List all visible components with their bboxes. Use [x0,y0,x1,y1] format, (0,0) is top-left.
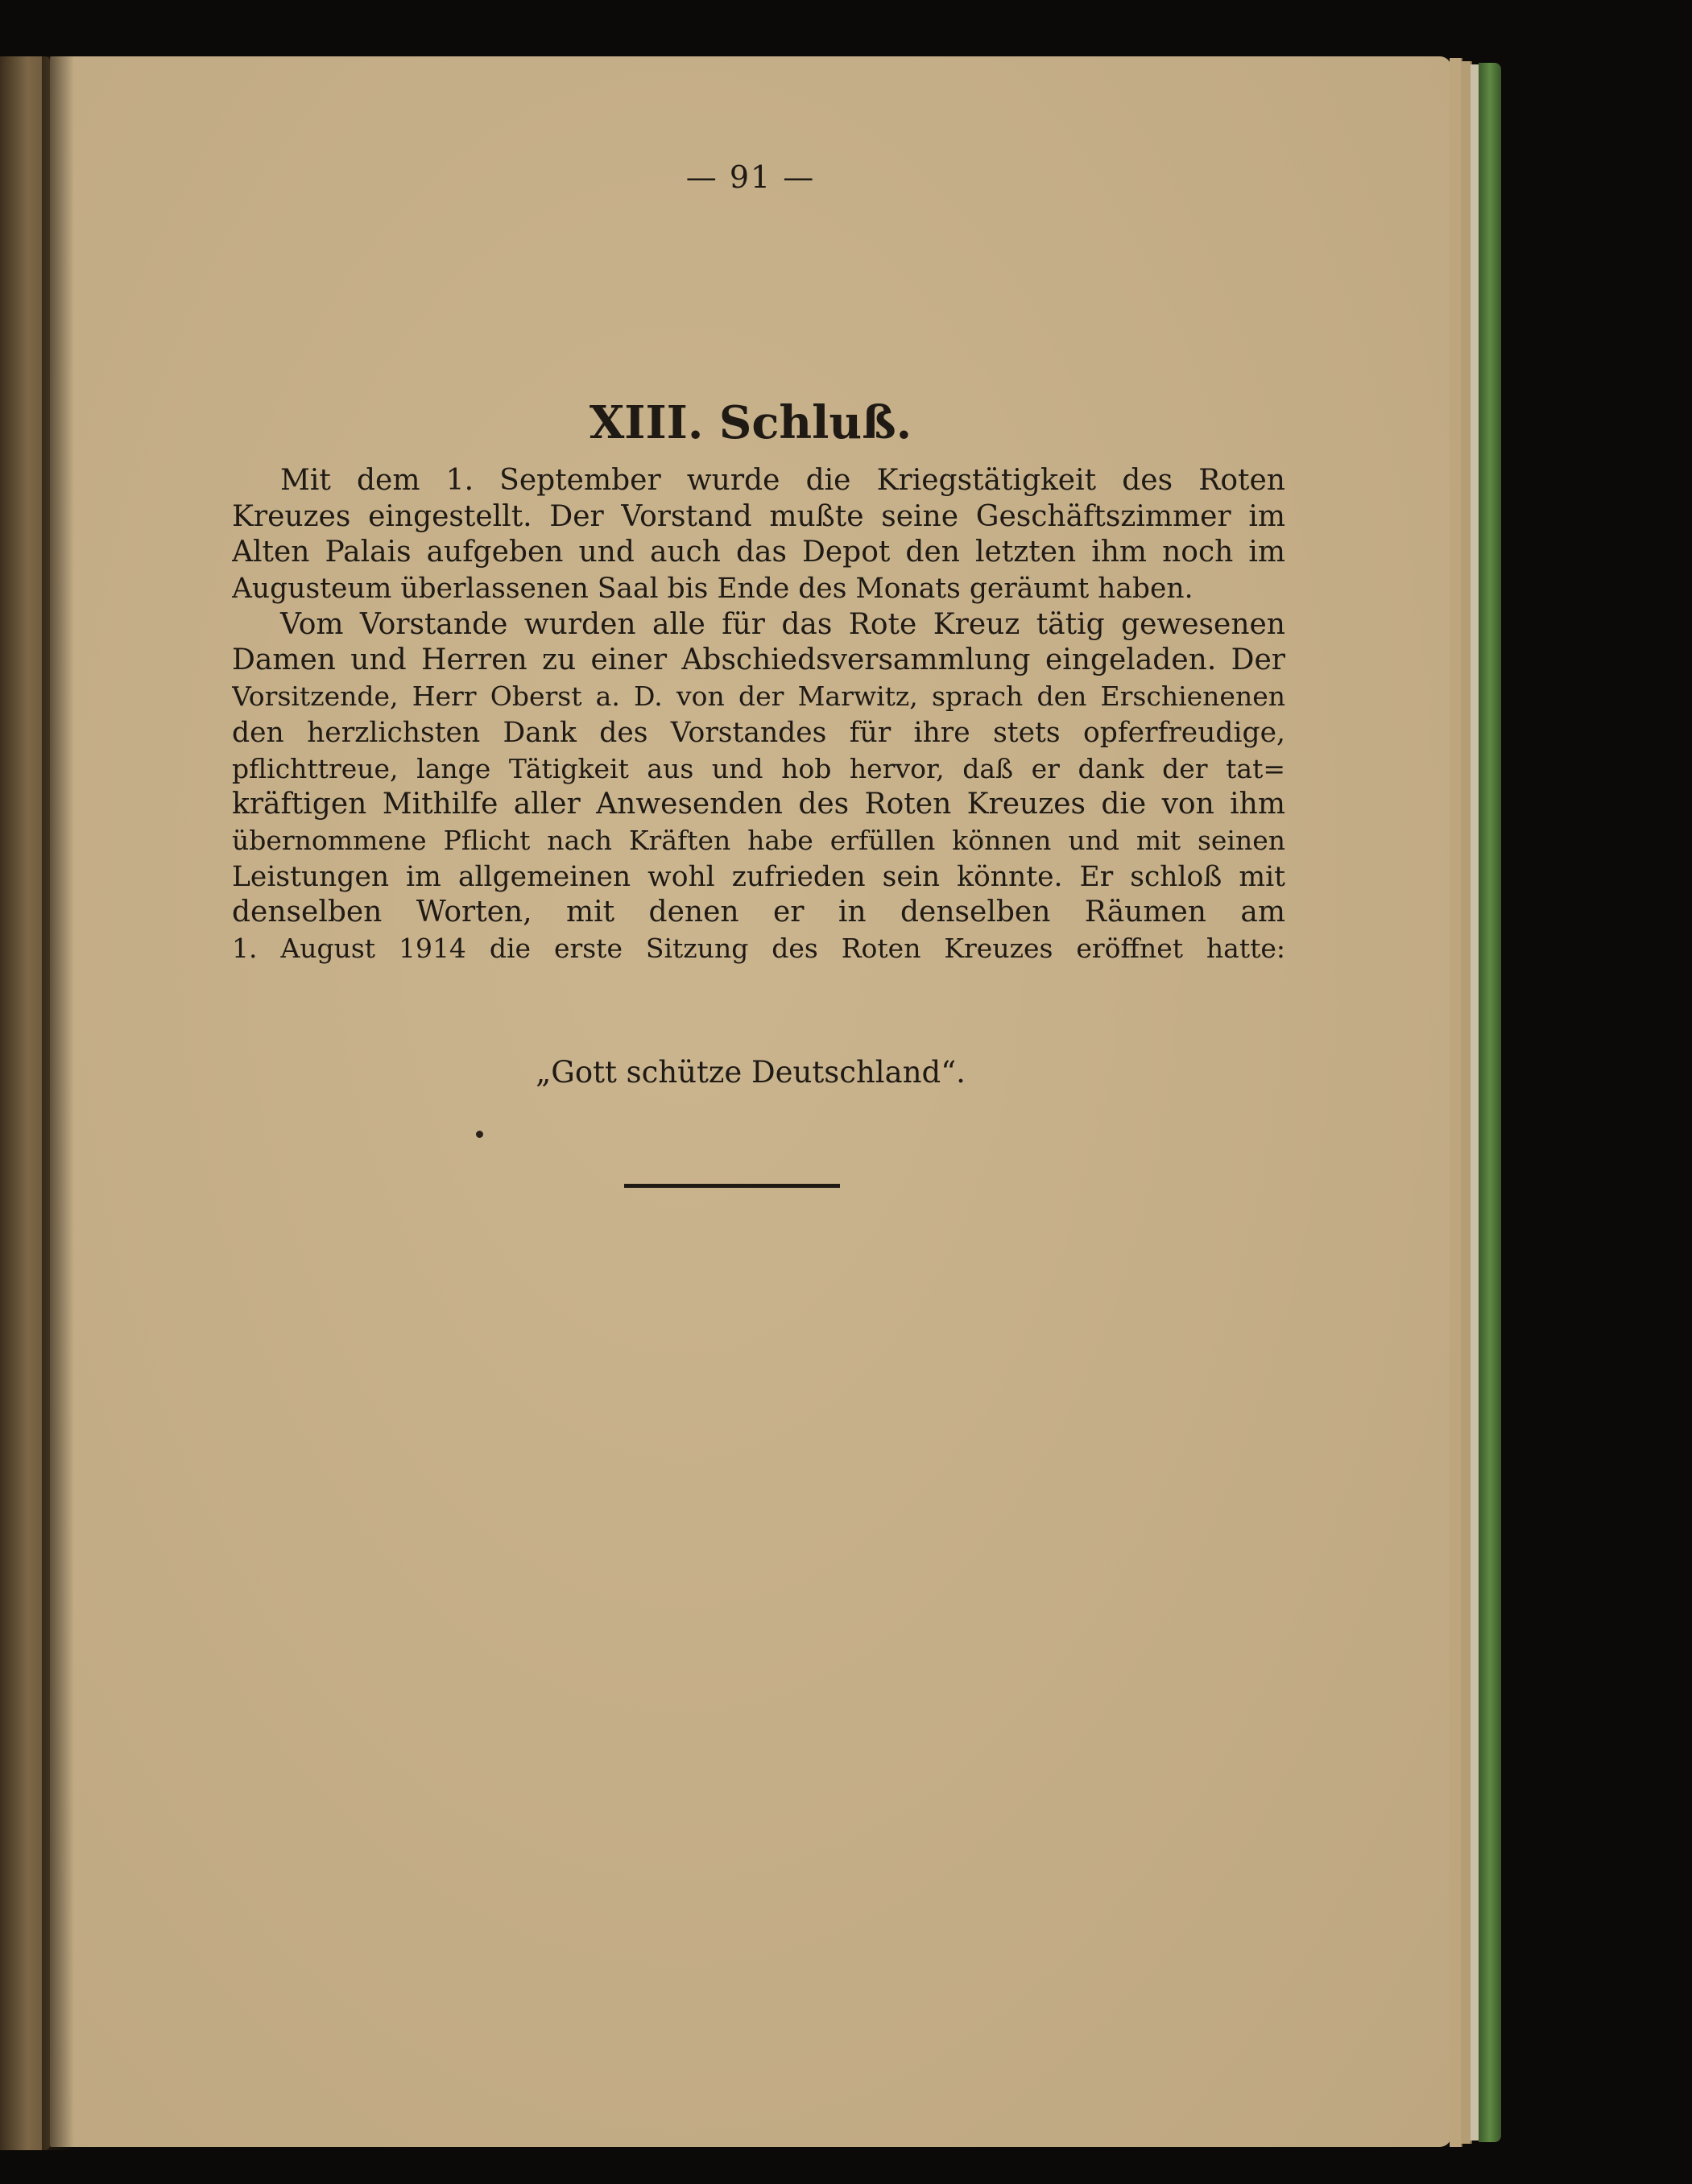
body-paragraphs [232,463,1285,967]
text-line: Kreuzes eingestellt. Der Vorstand mußte seine Geschäftszimmer im [232,499,1285,533]
text-line: pflichttreue, lange Tätigkeit aus und hob hervor, daß er dank der tat= [232,752,1285,784]
gutter-shadow [42,56,74,2150]
text-line: Mit dem 1. September wurde die Kriegstätigkeit des Roten [280,464,1285,497]
text-line: Augusteum überlassenen Saal bis Ende des Monats geräumt haben. [232,573,1194,606]
text-line: Damen und Herren zu einer Abschiedsversammlung eingeladen. Der [232,643,1285,677]
text-line: Vorsitzende, Herr Oberst a. D. von der Marwitz, sprach den Erschienenen [232,680,1285,713]
text-line: 1. August 1914 die erste Sitzung des Roten Kreuzes eröffnet hatte: [232,932,1285,964]
end-rule [624,1184,840,1188]
text-line: kräftigen Mithilfe aller Anwesenden des Roten Kreuzes die von ihm [232,788,1285,821]
page-number: — 91 — [685,159,816,195]
text-line: Leistungen im allgemeinen wohl zufrieden sein könnte. Er schloß mit [232,860,1285,893]
text-line: Vom Vorstande wurden alle für das Rote Kreuz tätig gewesenen [280,607,1285,641]
text-line: den herzlichsten Dank des Vorstandes für ihre stets opferfreudige, [232,716,1285,749]
ink-speck [476,1131,483,1138]
text-line: Alten Palais aufgeben und auch das Depot den letzten ihm noch im [232,536,1285,569]
text-line: übernommene Pflicht nach Kräften habe erfüllen können und mit seinen [232,824,1285,856]
green-cover-edge [1479,63,1501,2142]
page-sheet [50,56,1451,2147]
text-line: denselben Worten, mit denen er in denselben Räumen am [232,896,1285,929]
chapter-heading: XIII. Schluß. [589,396,912,449]
closing-quote: „Gott schütze Deutschland“. [536,1055,966,1090]
